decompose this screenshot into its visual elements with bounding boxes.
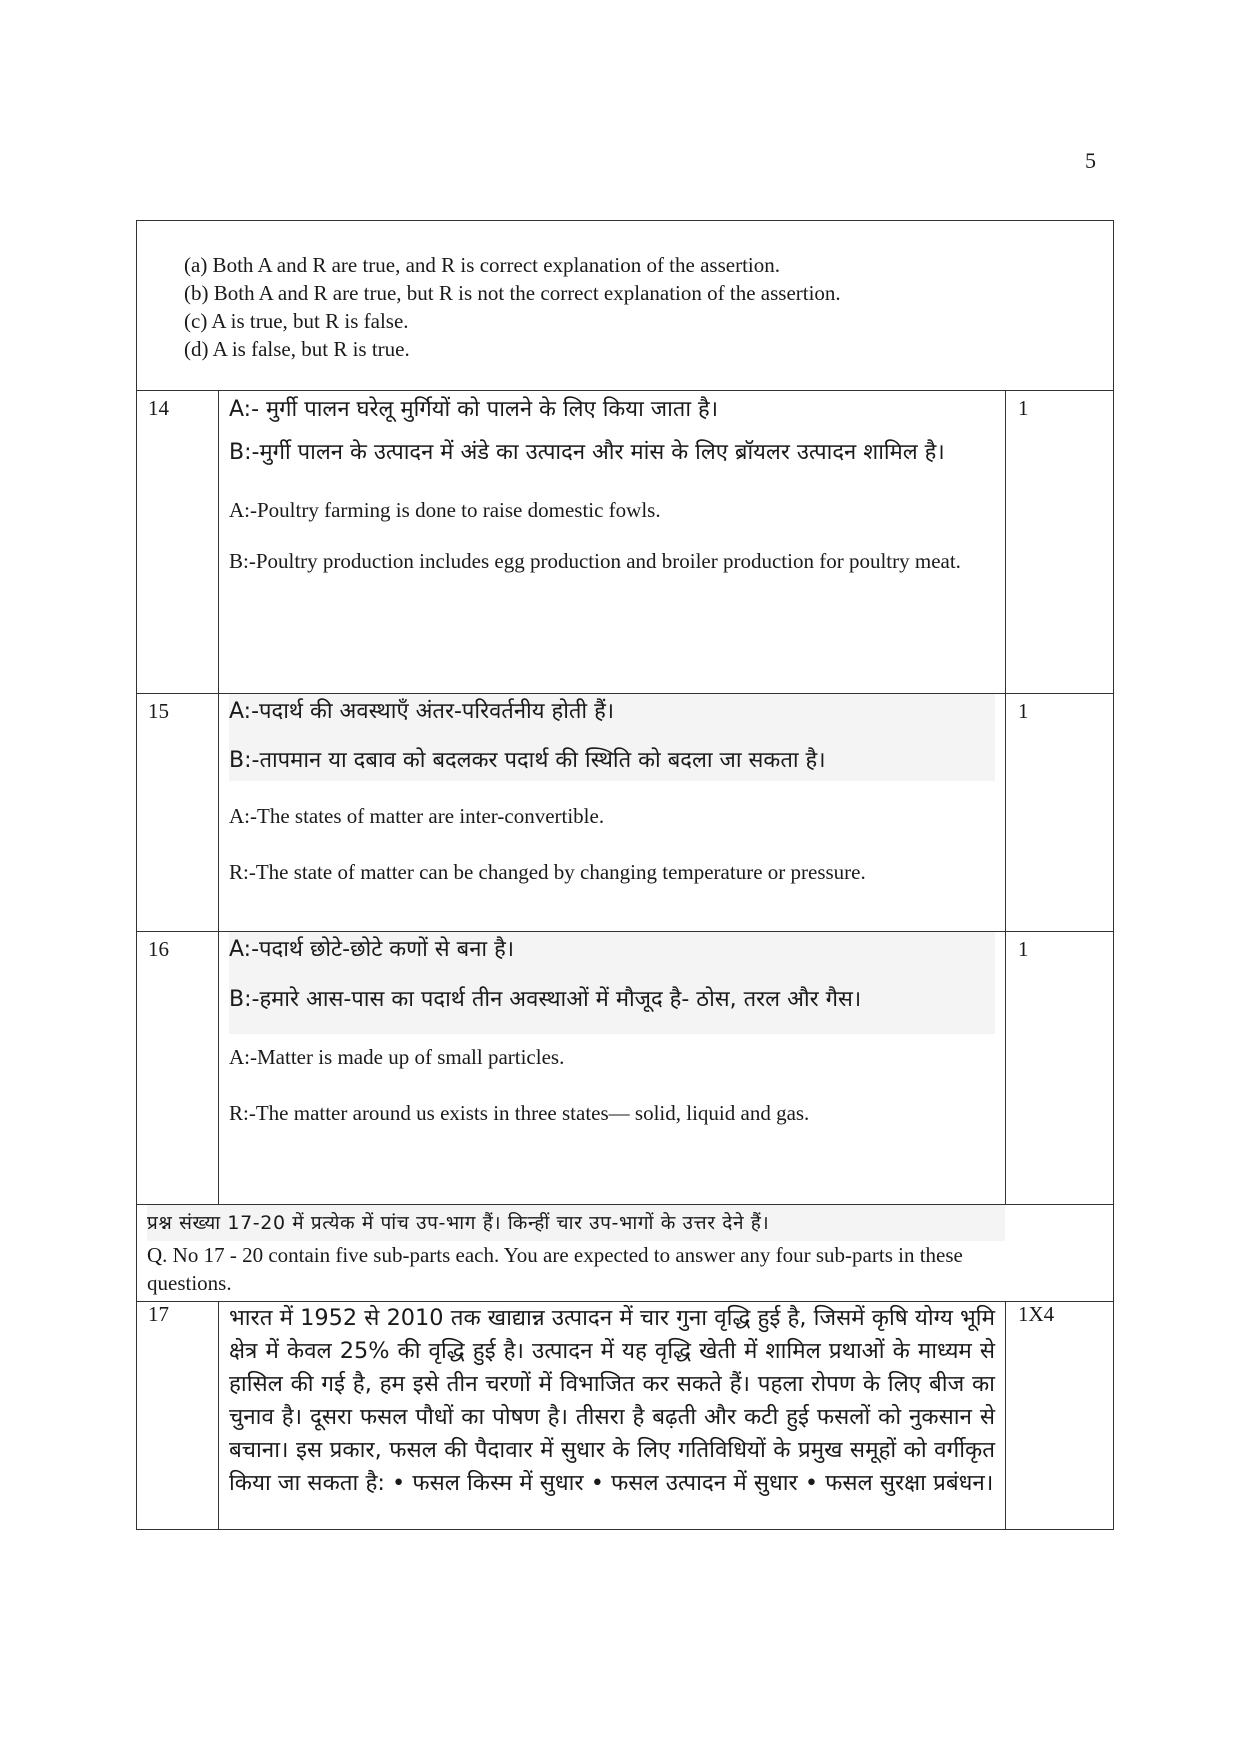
- options-row: [137, 221, 1114, 391]
- option-d: (d) A is false, but R is true.: [184, 337, 410, 361]
- hindi-reason: B:-हमारे आस-पास का पदार्थ तीन अवस्थाओं में मौजूद है- ठोस, तरल और गैस।: [229, 987, 862, 1012]
- hindi-assertion: A:-पदार्थ छोटे-छोटे कणों से बना है।: [229, 937, 515, 962]
- question-table: [136, 220, 1114, 1530]
- hindi-assertion: A:- मुर्गी पालन घरेलू मुर्गियों को पालने के लिए किया जाता है।: [229, 397, 719, 422]
- question-number: 17: [137, 1302, 219, 1530]
- section-intro-english: Q. No 17 - 20 contain five sub-parts each. You are expected to answer any four sub-parts in these questions.: [147, 1243, 963, 1295]
- english-reason: B:-Poultry production includes egg production and broiler production for poultry meat.: [229, 549, 961, 573]
- question-number: 16: [137, 932, 219, 1205]
- question-content: [219, 1302, 1006, 1530]
- hindi-reason: B:-तापमान या दबाव को बदलकर पदार्थ की स्थिति को बदला जा सकता है।: [229, 748, 826, 773]
- options-cell: [137, 221, 1114, 391]
- question-number: 15: [137, 694, 219, 932]
- section-intro: [137, 1205, 1114, 1302]
- english-reason: R:-The state of matter can be changed by changing temperature or pressure.: [229, 860, 866, 884]
- question-marks: 1: [1006, 694, 1114, 932]
- english-assertion: A:-Matter is made up of small particles.: [229, 1045, 565, 1069]
- question-content: [219, 694, 1006, 932]
- question-content: [219, 391, 1006, 694]
- passage-text: भारत में 1952 से 2010 तक खाद्यान्न उत्पादन में चार गुना वृद्धि हुई है, जिसमें कृषि योग्य भूमि क्षेत्र में केवल 25% की वृद्धि हुई है। उत्पादन में यह वृद्धि खेती में शामिल प्रथाओं के माध्यम से हासिल की गई है, हम इसे तीन चरणों में विभाजित कर सकते हैं। पहला रोपण के लिए बीज का चुनाव है। दूसरा फसल पौधों का पोषण है। तीसरा है बढ़ती और कटी हुई फसलों को नुकसान से बचाना। इस प्रकार, फसल की पैदावार में सुधार के लिए गतिविधियों के प्रमुख समूहों को वर्गीकृत किया जा सकता है: • फसल किस्म में सुधार • फसल उत्पादन में सुधार • फसल सुरक्षा प्रबंधन।: [229, 1305, 995, 1496]
- hindi-block: [229, 932, 995, 1034]
- hindi-assertion: A:-पदार्थ की अवस्थाएँ अंतर-परिवर्तनीय होती हैं।: [229, 699, 615, 724]
- question-content: [219, 932, 1006, 1205]
- question-number: 14: [137, 391, 219, 694]
- question-row-16: [137, 932, 1114, 1205]
- question-row-15: [137, 694, 1114, 932]
- section-intro-hindi: प्रश्न संख्या 17-20 में प्रत्येक में पांच उप-भाग हैं। किन्हीं चार उप-भागों के उत्तर देने हैं।: [147, 1205, 1005, 1241]
- hindi-reason: B:-मुर्गी पालन के उत्पादन में अंडे का उत्पादन और मांस के लिए ब्रॉयलर उत्पादन शामिल है।: [229, 440, 945, 465]
- question-row-17: [137, 1302, 1114, 1530]
- english-assertion: A:-Poultry farming is done to raise domestic fowls.: [229, 498, 661, 522]
- question-marks: 1: [1006, 932, 1114, 1205]
- question-marks: 1X4: [1006, 1302, 1114, 1530]
- english-reason: R:-The matter around us exists in three states— solid, liquid and gas.: [229, 1101, 810, 1125]
- question-marks: 1: [1006, 391, 1114, 694]
- option-a: (a) Both A and R are true, and R is correct explanation of the assertion.: [184, 253, 780, 277]
- option-c: (c) A is true, but R is false.: [184, 309, 409, 333]
- question-row-14: [137, 391, 1114, 694]
- english-assertion: A:-The states of matter are inter-convertible.: [229, 804, 605, 828]
- page-number: 5: [1085, 148, 1096, 173]
- section-intro-row: [137, 1205, 1114, 1302]
- option-b: (b) Both A and R are true, but R is not the correct explanation of the assertion.: [184, 281, 841, 305]
- hindi-block: [229, 694, 995, 781]
